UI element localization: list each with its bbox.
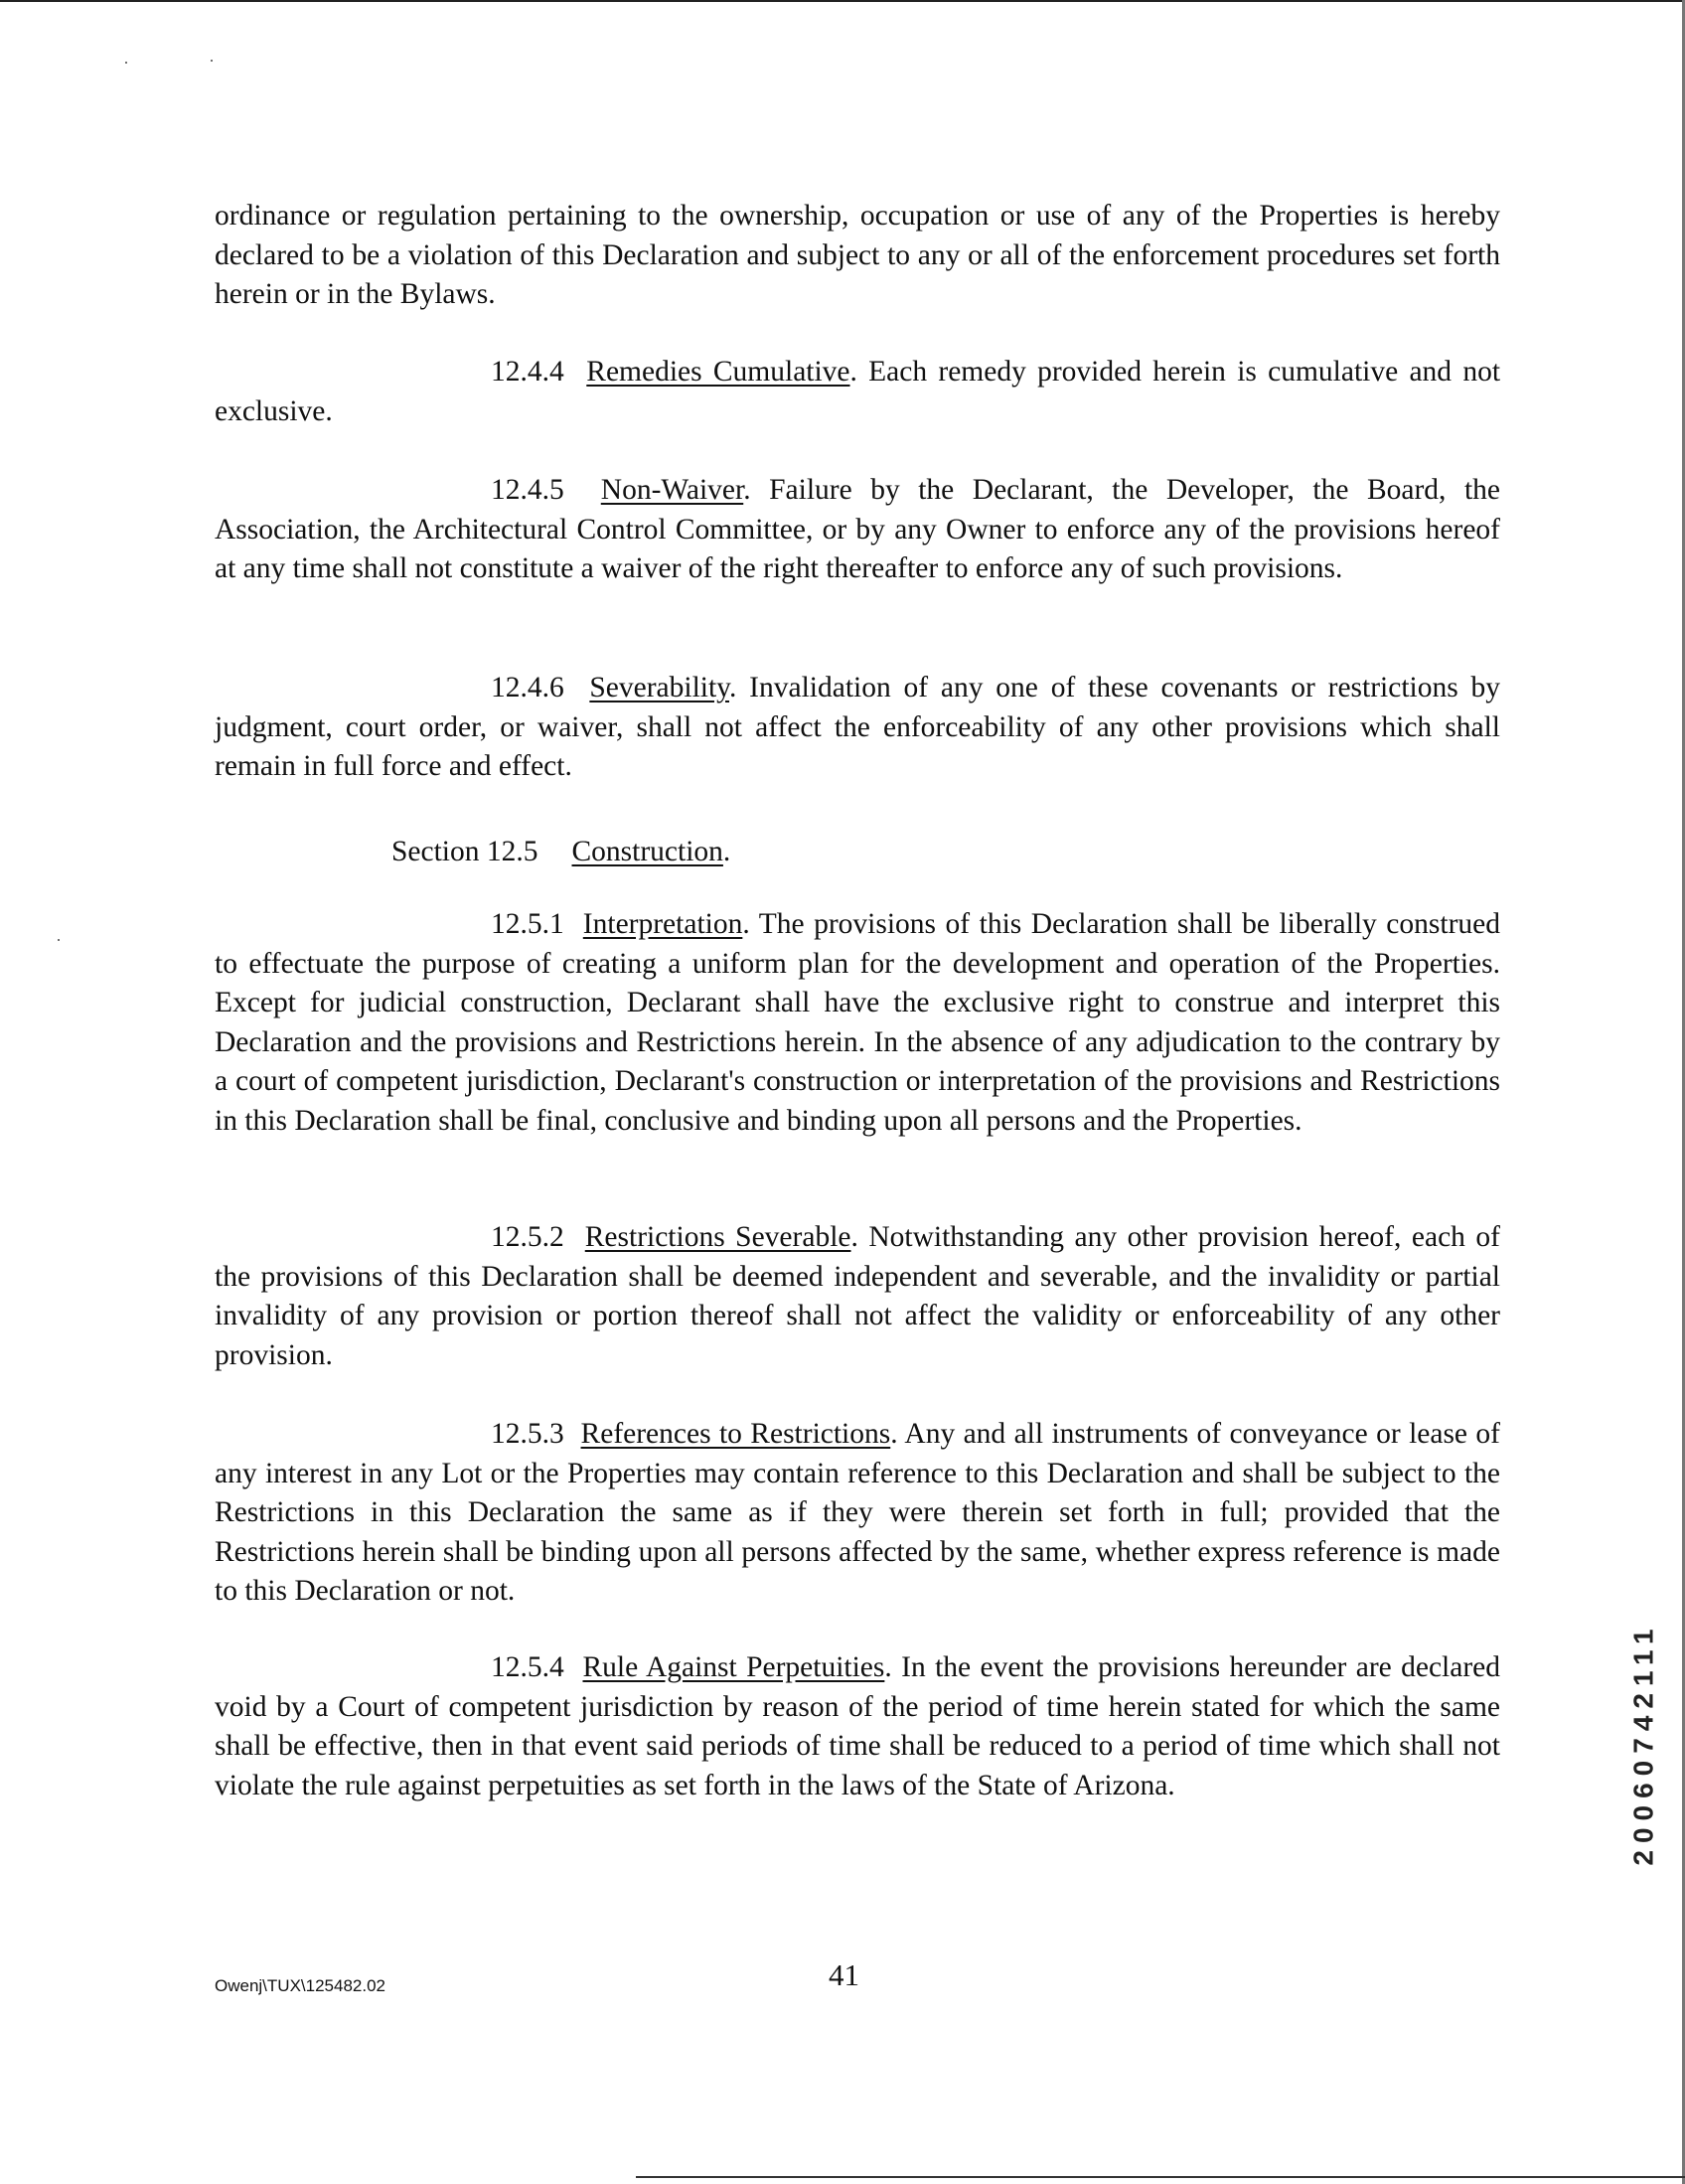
clause-12-5-4 xyxy=(215,1648,1500,1805)
clause-number: 12.4.4 xyxy=(491,356,564,388)
clause-12-5-1 xyxy=(215,905,1500,1141)
clause-title: Severability xyxy=(589,672,729,703)
clause-text: . Failure by the Declarant, the Developer, the Board, the Association, the Architectural Control Committee, or by any Owner to enforce any of the provisions hereof at any time shall not constitute a waiver of the right thereafter to enforce any of such provisions. xyxy=(215,474,1500,584)
scan-speck xyxy=(211,60,213,62)
clause-12-5-2 xyxy=(215,1218,1500,1375)
clause-12-5-3 xyxy=(215,1415,1500,1612)
clause-number: 12.4.5 xyxy=(491,474,564,506)
opening-paragraph xyxy=(215,197,1500,315)
clause-title: Non-Waiver xyxy=(600,474,744,506)
clause-number: 12.5.3 xyxy=(491,1418,564,1450)
clause-12-4-6 xyxy=(215,669,1500,787)
clause-12-4-5 xyxy=(215,471,1500,589)
clause-12-4-4 xyxy=(215,353,1500,431)
document-reference: Owenj\TUX\125482.02 xyxy=(215,1976,385,1995)
clause-number: 12.5.4 xyxy=(491,1651,564,1683)
clause-title: Rule Against Perpetuities xyxy=(582,1651,885,1683)
clause-number: 12.5.2 xyxy=(491,1221,564,1253)
section-title: Construction xyxy=(571,836,723,867)
paragraph-text: ordinance or regulation pertaining to the ownership, occupation or use of any of the Properties is hereby declared to be a violation of this Declaration and subject to any or all of the enforcement procedures set forth herein or in the Bylaws. xyxy=(215,200,1500,310)
clause-text: . Invalidation of any one of these covenants or restrictions by judgment, court order, or waiver, shall not affect the enforceability of any other provisions which shall remain in full force and effect. xyxy=(215,672,1500,782)
section-title-trail: . xyxy=(722,836,731,867)
scan-bottom-edge xyxy=(636,2176,1685,2178)
clause-number: 12.5.1 xyxy=(491,908,564,940)
clause-title: Interpretation xyxy=(582,908,743,940)
clause-text: . Any and all instruments of conveyance or lease of any interest in any Lot or the Properties may contain reference to this Declaration and shall be subject to the Restrictions in this Declaration the same as if they were therein set forth in full; provided that the Restrictions herein shall be binding upon all persons affected by the same, whether express reference is made to this Declaration or not. xyxy=(215,1418,1500,1607)
scan-speck xyxy=(58,939,60,941)
clause-title: Remedies Cumulative xyxy=(586,356,850,388)
scan-speck xyxy=(125,62,127,64)
section-heading xyxy=(391,833,730,871)
page-number: 41 xyxy=(829,1957,859,1992)
clause-title: Restrictions Severable xyxy=(584,1221,851,1253)
clause-text: . In the event the provisions hereunder are declared void by a Court of competent jurisdiction by reason of the period of time herein stated for which the same shall be effective, then in that event said periods of time shall be reduced to a period of time which shall not violate the rule against perpetuities as set forth in the laws of the State of Arizona. xyxy=(215,1651,1501,1801)
clause-text: . The provisions of this Declaration shall be liberally construed to effectuate the purpose of creating a uniform plan for the development and operation of the Properties. Except for judicial construction, Declarant shall have the exclusive right to construe and interpret this Declaration and the provisions and Restrictions herein. In the absence of any adjudication to the contrary by a court of competent jurisdiction, Declarant's construction or interpretation of the provisions and Restrictions in this Declaration shall be final, conclusive and binding upon all persons and the Properties. xyxy=(215,908,1500,1137)
recording-stamp xyxy=(1609,1560,1679,1928)
clause-title: References to Restrictions xyxy=(580,1418,891,1450)
clause-text: . Notwithstanding any other provision hereof, each of the provisions of this Declaration shall be deemed independent and severable, and the invalidity or partial invalidity of any provision or portion thereof shall not affect the validity or enforceability of any other provision. xyxy=(215,1221,1500,1371)
section-number: Section 12.5 xyxy=(391,836,538,867)
scan-top-edge xyxy=(0,0,1685,2)
clause-text: . Each remedy provided herein is cumulative and not exclusive. xyxy=(215,356,1501,427)
recording-number: 20060742111 xyxy=(1628,1622,1659,1866)
clause-number: 12.4.6 xyxy=(491,672,564,703)
